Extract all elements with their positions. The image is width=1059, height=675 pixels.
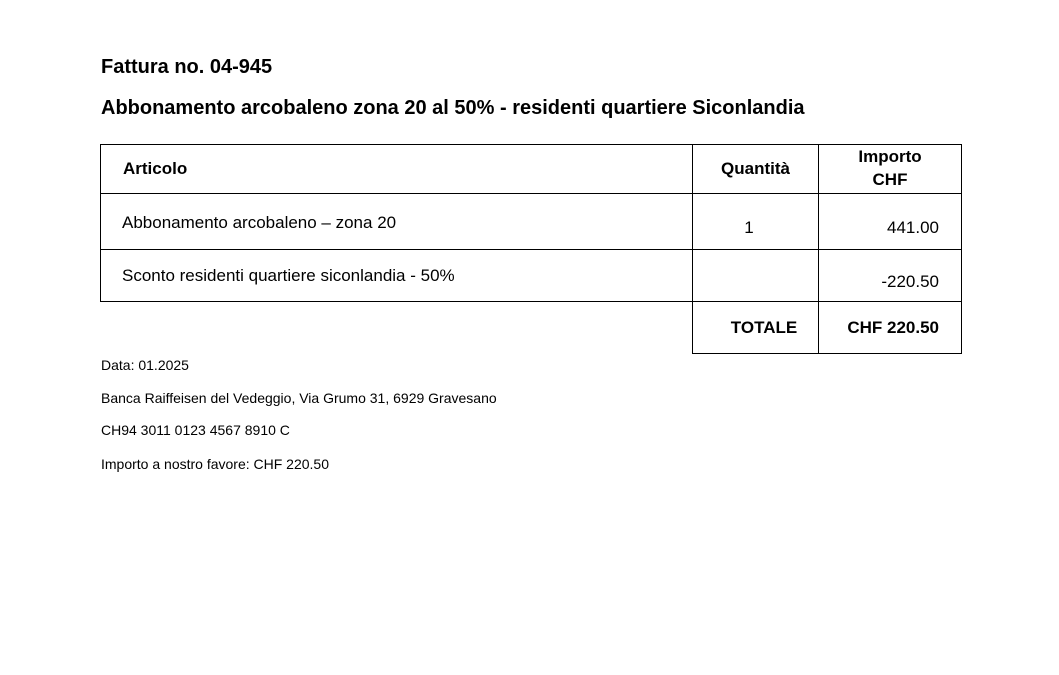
total-label: TOTALE — [730, 318, 798, 337]
invoice-number: Fattura no. 04-945 — [101, 56, 273, 78]
header-quantity: Quantità — [721, 159, 790, 178]
row-article: Abbonamento arcobaleno – zona 20 — [122, 213, 397, 232]
table-border-left — [100, 144, 101, 302]
table-border-right — [961, 144, 962, 354]
iban: CH94 3011 0123 4567 8910 C — [101, 422, 290, 438]
invoice-date: Data: 01.2025 — [101, 357, 189, 373]
table-border-bottom-total — [692, 353, 962, 354]
table-border-top — [100, 144, 962, 145]
table-divider-row1 — [100, 249, 962, 250]
row-amount: -220.50 — [881, 272, 939, 291]
header-article: Articolo — [123, 159, 188, 178]
row-article: Sconto residenti quartiere siconlandia - 50% — [122, 266, 455, 285]
bank-details: Banca Raiffeisen del Vedeggio, Via Grumo 31, 6929 Gravesano — [101, 390, 497, 406]
invoice-subtitle: Abbonamento arcobaleno zona 20 al 50% - residenti quartiere Siconlandia — [101, 97, 805, 119]
total-amount: CHF 220.50 — [847, 318, 939, 337]
header-amount-line1: Importo — [858, 147, 922, 166]
table-divider-header — [100, 193, 962, 194]
amount-due: Importo a nostro favore: CHF 220.50 — [101, 456, 329, 472]
row-quantity: 1 — [744, 218, 754, 237]
row-amount: 441.00 — [887, 218, 939, 237]
table-divider-row2 — [100, 301, 962, 302]
header-amount-line2: CHF — [872, 170, 908, 189]
